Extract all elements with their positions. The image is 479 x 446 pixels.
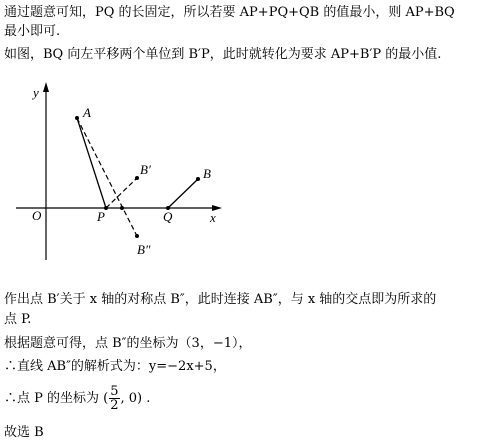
text-line: 通过题意可知，PQ 的长固定，所以若要 AP+PQ+QB 的值最小，则 AP+BQ: [4, 5, 455, 20]
label-x: x: [210, 210, 216, 225]
text-line: 点 P.: [4, 312, 32, 327]
label-P: P: [97, 209, 105, 224]
point-p-prefix: ∴点 P 的坐标为 (: [4, 391, 109, 406]
point-B2: [135, 234, 139, 238]
text-line: 最小即可.: [4, 24, 61, 39]
y-axis-arrow: [43, 82, 49, 92]
text-line: 作出点 B′关于 x 轴的对称点 B″，此时连接 AB″，与 x 轴的交点即为所求的: [4, 292, 437, 307]
text-line-fraction: [4, 382, 475, 416]
text-line: ∴直线 AB″的解析式为：y=−2x+5，: [4, 359, 226, 374]
segment-QB: [168, 179, 198, 208]
label-A: A: [83, 105, 91, 120]
answer-line: 故选 B: [4, 425, 44, 440]
label-B1: B′: [140, 162, 151, 177]
label-O: O: [32, 208, 42, 223]
fraction: [109, 385, 119, 412]
segment-PB1: [106, 178, 137, 208]
segment-AP: [77, 118, 106, 208]
segment-AB2: [77, 118, 137, 236]
text-line: 如图，BQ 向左平移两个单位到 B′P，此时就转化为要求 AP+B′P 的最小值.: [4, 47, 442, 62]
label-Q: Q: [163, 209, 173, 224]
fraction-denominator: 2: [110, 398, 119, 413]
point-intersection: [120, 206, 124, 210]
coordinate-figure: [0, 80, 240, 265]
point-p-suffix: , 0) .: [120, 391, 151, 406]
point-A: [75, 116, 79, 120]
text-line: 根据题意可得，点 B″的坐标为（3，−1），: [4, 336, 252, 351]
label-B: B: [203, 166, 211, 181]
point-B: [196, 177, 200, 181]
label-B2: B″: [137, 242, 151, 257]
label-y: y: [33, 85, 39, 100]
point-B1: [135, 176, 139, 180]
fraction-numerator: 5: [110, 384, 119, 399]
